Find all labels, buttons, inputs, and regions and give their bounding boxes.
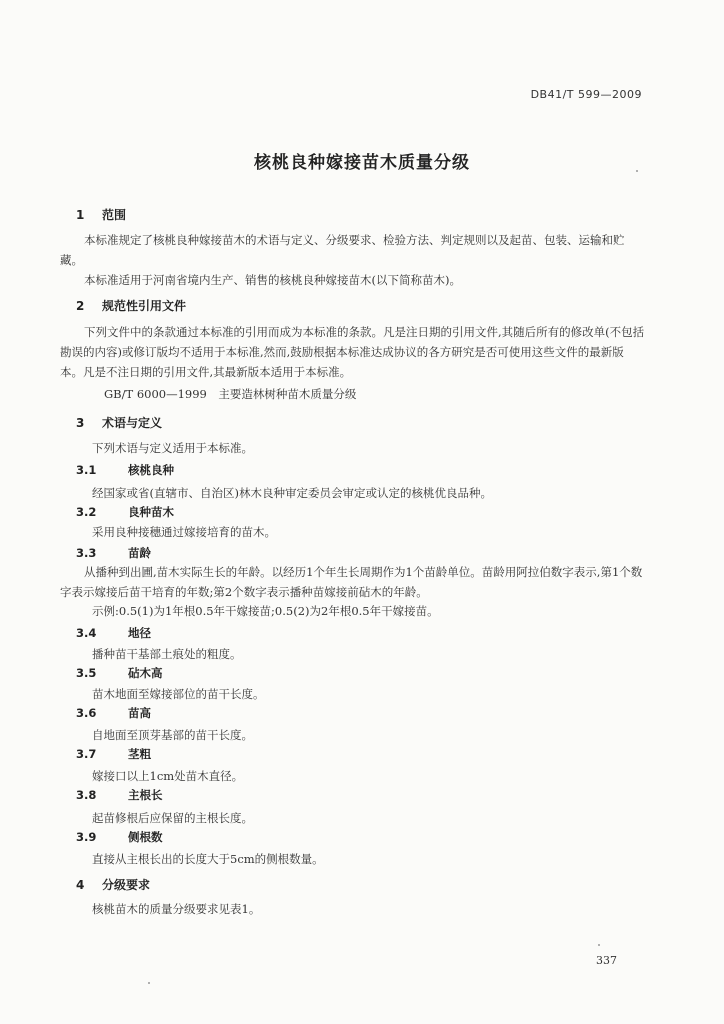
scan-speck [636, 170, 638, 172]
term-3-9-heading [76, 829, 163, 845]
section-1-paragraph-2: 本标准适用于河南省境内生产、销售的核桃良种嫁接苗木(以下简称苗木)。 [84, 273, 461, 287]
term-3-3-definition: 从播种到出圃,苗木实际生长的年龄。以经历1个年生长周期作为1个苗龄单位。苗龄用阿拉伯数字表示,第1个数字表示嫁接后苗干培育的年数;第2个数字表示播种苗嫁接前砧木的年龄。 [60, 565, 643, 599]
document-number: DB41/T 599—2009 [530, 88, 642, 101]
section-1-paragraph-1: 本标准规定了核桃良种嫁接苗木的术语与定义、分级要求、检验方法、判定规则以及起苗、包装、运输和贮藏。 [60, 233, 625, 267]
term-name: 侧根数 [128, 830, 163, 844]
scan-speck [148, 982, 150, 984]
term-3-4-heading [76, 625, 151, 641]
term-number: 3.7 [76, 747, 97, 761]
term-number: 3.5 [76, 666, 97, 680]
page-title: 核桃良种嫁接苗木质量分级 [254, 153, 470, 173]
section-title: 分级要求 [102, 878, 151, 892]
section-number: 4 [76, 878, 85, 892]
section-number: 1 [76, 208, 85, 222]
term-3-9-definition: 直接从主根长出的长度大于5cm的侧根数量。 [92, 852, 324, 866]
page-number: 337 [596, 954, 617, 967]
term-name: 主根长 [128, 788, 163, 802]
term-name: 砧木高 [128, 666, 163, 680]
term-3-3-example: 示例:0.5(1)为1年根0.5年干嫁接苗;0.5(2)为2年根0.5年干嫁接苗。 [92, 604, 439, 618]
scan-speck [598, 944, 600, 946]
term-number: 3.1 [76, 463, 97, 477]
term-number: 3.4 [76, 626, 97, 640]
term-3-7-heading [76, 746, 151, 762]
term-3-6-heading [76, 705, 151, 721]
term-name: 苗高 [128, 706, 151, 720]
section-title: 规范性引用文件 [102, 299, 187, 313]
term-3-7-definition: 嫁接口以上1cm处苗木直径。 [92, 769, 244, 783]
term-3-4-definition: 播种苗干基部土痕处的粗度。 [92, 647, 242, 661]
section-3-intro: 下列术语与定义适用于本标准。 [92, 441, 253, 455]
section-1-heading [76, 206, 126, 223]
section-2-heading [76, 297, 186, 314]
section-title: 术语与定义 [102, 416, 163, 430]
section-3-heading [76, 414, 162, 431]
term-name: 茎粗 [128, 747, 151, 761]
term-3-8-definition: 起苗修根后应保留的主根长度。 [92, 811, 253, 825]
term-3-5-heading [76, 665, 163, 681]
term-3-5-definition: 苗木地面至嫁接部位的苗干长度。 [92, 687, 265, 701]
term-name: 良种苗木 [128, 505, 174, 519]
term-number: 3.6 [76, 706, 97, 720]
term-number: 3.2 [76, 505, 97, 519]
section-4-heading [76, 876, 150, 893]
term-number: 3.3 [76, 546, 97, 560]
section-4-paragraph-1: 核桃苗木的质量分级要求见表1。 [92, 902, 261, 916]
term-3-2-heading [76, 504, 174, 520]
term-3-8-heading [76, 787, 163, 803]
term-name: 苗龄 [128, 546, 151, 560]
section-number: 3 [76, 416, 85, 430]
section-2-paragraph-1: 下列文件中的条款通过本标准的引用而成为本标准的条款。凡是注日期的引用文件,其随后所有的修改单(不包括勘误的内容)或修订版均不适用于本标准,然而,鼓励根据本标准达成协议的各方研究是否可使用这些文件的最新版本。凡是不注日期的引用文件,其最新版本适用于本标准。 [60, 325, 645, 379]
term-name: 核桃良种 [128, 463, 174, 477]
term-3-1-definition: 经国家或省(直辖市、自治区)林木良种审定委员会审定或认定的核桃优良品种。 [92, 486, 492, 500]
normative-reference: GB/T 6000—1999 主要造林树种苗木质量分级 [104, 387, 357, 401]
section-number: 2 [76, 299, 85, 313]
term-3-3-heading [76, 545, 151, 561]
term-number: 3.9 [76, 830, 97, 844]
term-name: 地径 [128, 626, 151, 640]
section-title: 范围 [102, 208, 127, 222]
term-3-2-definition: 采用良种接穗通过嫁接培育的苗木。 [92, 525, 276, 539]
term-3-6-definition: 自地面至顶芽基部的苗干长度。 [92, 728, 253, 742]
term-3-1-heading [76, 462, 174, 478]
term-number: 3.8 [76, 788, 97, 802]
